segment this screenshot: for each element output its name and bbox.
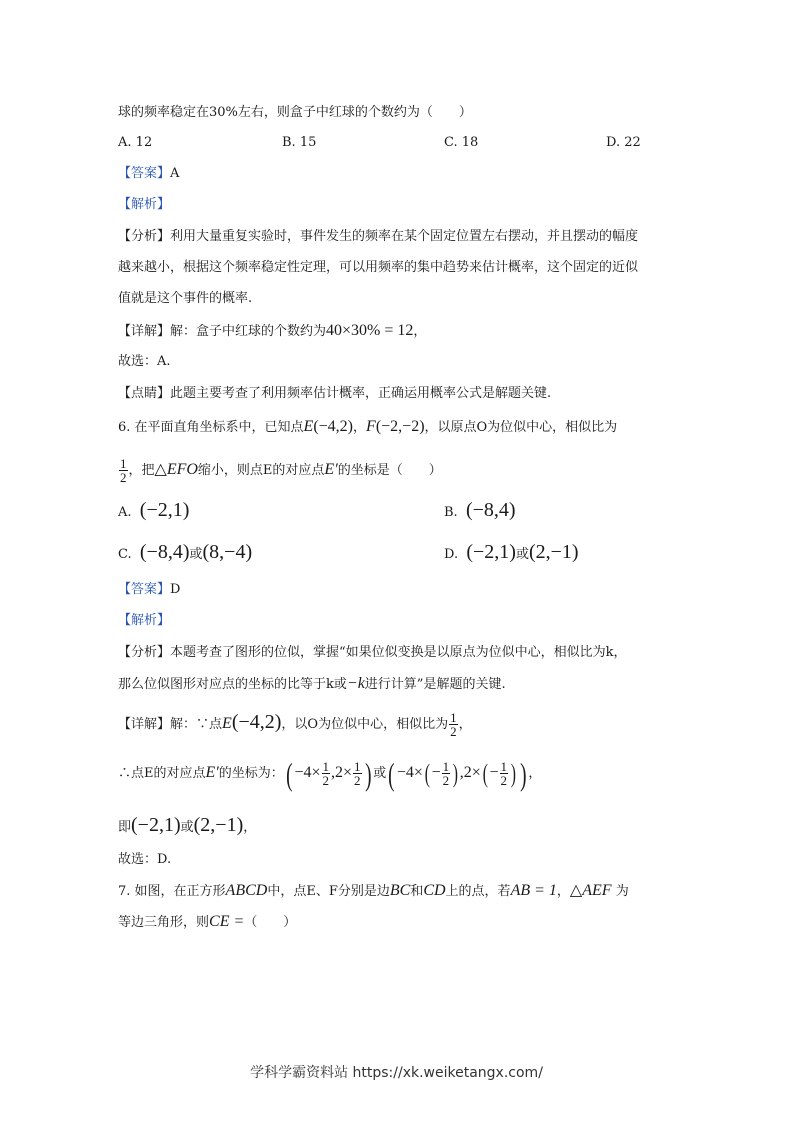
q6-option-d: D. (−2,1)或(2,−1)	[444, 541, 579, 563]
fraction-one-half: $\frac{1}{2}$	[322, 759, 329, 788]
q6-solution-line-3: 即(−2,1)或(2,−1)，	[118, 814, 257, 836]
q7-stem-line-2: 等边三角形，则CE =（ ）	[118, 913, 297, 930]
q6-stem-line-2: $\frac{1}{2}$ ，把△EFO缩小，则点E的对应点E′的坐标是（ ）	[120, 456, 442, 485]
fraction-one-half: $\frac{1}{2}$	[120, 456, 127, 485]
q6-solution-line-2: ∴点E的对应点E′的坐标为：( −4× $\frac{1}{2}$ ,2× $\frac{1}{2}$ ) 或( −4×( − $\frac{1}{2}$ ) ,2×( − $\frac{1}{2}$ ) ) ，	[118, 755, 542, 792]
fraction-one-half: $\frac{1}{2}$	[500, 759, 508, 788]
q6-option-b: B. (−8,4)	[444, 499, 516, 521]
fraction-one-half: $\frac{1}{2}$	[354, 759, 361, 788]
q5-option-d: D. 22	[606, 135, 641, 150]
q5-analysis-line-3: 值就是这个事件的概率.	[118, 291, 253, 306]
q5-jiexi-heading: 【解析】	[118, 197, 171, 212]
q6-solution-line-1: 【详解】解：∵点E(−4,2)，以O为位似中心，相似比为 $\frac{1}{2}$ ，	[118, 710, 472, 739]
q5-solution: 【详解】解：盒子中红球的个数约为40×30% = 12，	[118, 322, 427, 339]
q5-analysis-line-1: 【分析】利用大量重复实验时，事件发生的频率在某个固定位置左右摆动，并且摆动的幅度	[118, 229, 639, 244]
q5-option-a: A. 12	[118, 135, 153, 150]
footer-watermark: 学科学霸资料站 https://xk.weiketangx.com/	[250, 1065, 543, 1081]
q6-option-c: C. (−8,4)或(8,−4)	[118, 541, 253, 563]
question-5-tail: 球的频率稳定在30%左右，则盒子中红球的个数约为（ ）	[118, 105, 472, 120]
q7-stem-line-1: 7. 如图，在正方形ABCD中，点E、F分别是边BC和CD上的点，若AB = 1，△AEF 为	[118, 882, 629, 899]
q6-answer: 【答案】D	[118, 582, 181, 597]
q5-option-b: B. 15	[282, 135, 317, 150]
q5-remark: 【点睛】此题主要考查了利用频率估计概率，正确运用概率公式是解题关键.	[118, 386, 552, 401]
q5-analysis-line-2: 越来越小，根据这个频率稳定性定理，可以用频率的集中趋势来估计概率，这个固定的近似	[118, 260, 639, 275]
q6-choice: 故选：D.	[118, 852, 172, 867]
q6-analysis-line-1: 【分析】本题考查了图形的位似，掌握“如果位似变换是以原点为位似中心，相似比为k，	[118, 645, 627, 660]
q5-answer: 【答案】A	[118, 166, 180, 181]
q6-option-a: A. (−2,1)	[118, 499, 190, 521]
q5-choice: 故选：A.	[118, 354, 171, 369]
q6-analysis-line-2: 那么位似图形对应点的坐标的比等于k或−k进行计算”是解题的关键.	[118, 675, 506, 692]
fraction-one-half: $\frac{1}{2}$	[442, 759, 450, 788]
q6-jiexi-heading: 【解析】	[118, 613, 171, 628]
q5-option-c: C. 18	[444, 135, 479, 150]
fraction-one-half: $\frac{1}{2}$	[450, 710, 457, 739]
q6-stem-line-1: 6. 在平面直角坐标系中，已知点E(−4,2)，F(−2,−2)，以原点O为位似中心，相似比为	[118, 418, 618, 435]
